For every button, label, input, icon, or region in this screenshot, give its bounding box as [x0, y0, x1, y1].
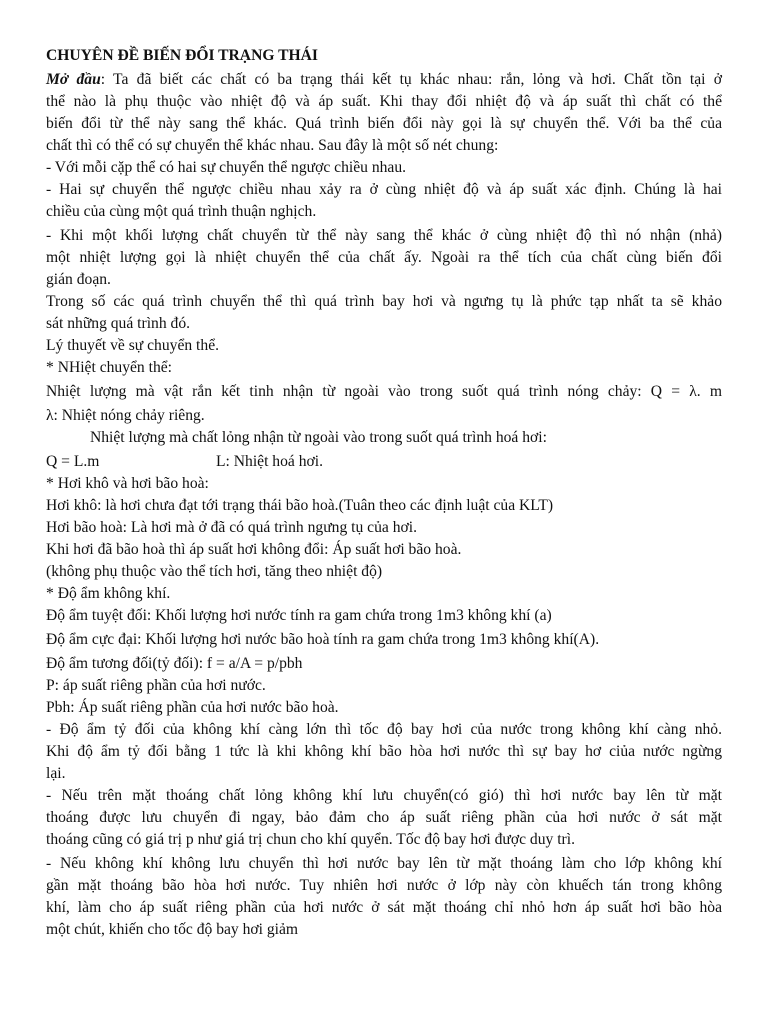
section-heading: * Độ ẩm không khí. — [46, 585, 171, 602]
text-line: một nhiệt lượng gọi là nhiệt chuyển thể của chất ấy. Ngoài ra thể tích của chất cùng biến đổi — [46, 249, 722, 266]
text-line: Nhiệt lượng mà chất lỏng nhận từ ngoài vào trong suốt quá trình hoá hơi: — [90, 429, 547, 446]
formula-note: L: Nhiệt hoá hơi. — [216, 453, 323, 470]
text-line: - Với mỗi cặp thể có hai sự chuyển thể ngược chiều nhau. — [46, 159, 407, 176]
text-line: - Nếu không khí không lưu chuyển thì hơi nước bay lên từ mặt thoáng làm cho lớp không khí — [46, 855, 722, 872]
section-heading: * Hơi khô và hơi bão hoà: — [46, 475, 209, 492]
formula-line — [46, 452, 722, 472]
text-line: thoáng được lưu chuyển đi ngay, bảo đảm cho áp suất riêng phần của hơi nước ở sát mặt — [46, 809, 722, 826]
section-heading: Lý thuyết về sự chuyển thể. — [46, 337, 220, 354]
text-line: P: áp suất riêng phần của hơi nước. — [46, 677, 266, 694]
intro-line: thể nào là phụ thuộc vào nhiệt độ và áp suất. Khi thay đổi nhiệt độ và áp suất thì chất có thể — [46, 93, 722, 110]
text-line: Khi hơi đã bão hoà thì áp suất hơi không đổi: Áp suất hơi bão hoà. — [46, 541, 462, 558]
text-line: λ: Nhiệt nóng chảy riêng. — [46, 407, 205, 424]
text-line: lại. — [46, 765, 66, 782]
text-line: Độ ẩm tương đối(tỷ đối): f = a/A = p/pbh — [46, 655, 303, 672]
text-line: Nhiệt lượng mà vật rắn kết tinh nhận từ ngoài vào trong suốt quá trình nóng chảy: Q = λ. m — [46, 383, 722, 400]
text-line: Độ ẩm cực đại: Khối lượng hơi nước bão hoà tính ra gam chứa trong 1m3 không khí(A). — [46, 631, 600, 648]
text-line: gián đoạn. — [46, 271, 111, 288]
text-line: một chút, khiến cho tốc độ bay hơi giảm — [46, 921, 299, 938]
text-line: thoáng cũng có giá trị p như giá trị chun cho khí quyển. Tốc độ bay hơi được duy trì. — [46, 831, 575, 848]
text-line: Hơi khô: là hơi chưa đạt tới trạng thái bão hoà.(Tuân theo các định luật của KLT) — [46, 497, 554, 514]
text-line: - Hai sự chuyển thể ngược chiều nhau xảy ra ở cùng nhiệt độ và áp suất xác định. Chúng là hai — [46, 181, 722, 198]
text-line: (không phụ thuộc vào thể tích hơi, tăng theo nhiệt độ) — [46, 563, 383, 580]
intro-line: chất thì có thể có sự chuyển thể khác nhau. Sau đây là một số nét chung: — [46, 137, 499, 154]
text-line: gần mặt thoáng bão hòa hơi nước. Tuy nhiên hơi nước ở lớp này còn khuếch tán trong không — [46, 877, 722, 894]
text-line: khí, làm cho áp suất riêng phần của hơi nước ở sát mặt thoáng chỉ nhỏ hơn áp suất hơi bão hòa — [46, 899, 722, 916]
text-line: Trong số các quá trình chuyển thể thì quá trình bay hơi và ngưng tụ là phức tạp nhất ta sẽ khảo — [46, 293, 722, 310]
intro-first-line: : Ta đã biết các chất có ba trạng thái kết tụ khác nhau: rắn, lỏng và hơi. Chất tồn tại ở — [100, 71, 722, 88]
intro-line: biến đổi từ thể này sang thể khác. Quá trình biến đổi này gọi là sự chuyển thể. Với ba thể của — [46, 115, 722, 132]
text-line: Độ ẩm tuyệt đối: Khối lượng hơi nước tính ra gam chứa trong 1m3 không khí (a) — [46, 607, 552, 624]
intro-paragraph — [46, 70, 722, 90]
text-line: Khi độ ẩm tỷ đối bằng 1 tức là khi không khí bão hòa hơi nước thì sự bay hơ ciủa nước ngừng — [46, 743, 722, 760]
intro-lead: Mở đầu — [46, 71, 101, 88]
text-line: Hơi bão hoà: Là hơi mà ở đã có quá trình ngưng tụ của hơi. — [46, 519, 417, 536]
document-title: CHUYÊN ĐỀ BIẾN ĐỔI TRẠNG THÁI — [46, 47, 318, 64]
text-line: - Khi một khối lượng chất chuyển từ thể này sang thể khác ở cùng nhiệt độ thì nó nhận (nhả) — [46, 227, 722, 244]
formula: Q = L.m — [46, 453, 100, 470]
text-line: chiều của cùng một quá trình thuận nghịch. — [46, 203, 317, 220]
text-line: - Độ ẩm tỷ đối của không khí càng lớn thì tốc độ bay hơi của nước trong không khí càng nhỏ. — [46, 721, 722, 738]
section-heading: * NHiệt chuyển thể: — [46, 359, 173, 376]
text-line: Pbh: Áp suất riêng phần của hơi nước bão hoà. — [46, 699, 339, 716]
text-line: sát những quá trình đó. — [46, 315, 191, 332]
text-line: - Nếu trên mặt thoáng chất lỏng không khí lưu chuyển(có gió) thì hơi nước bay lên từ mặt — [46, 787, 722, 804]
